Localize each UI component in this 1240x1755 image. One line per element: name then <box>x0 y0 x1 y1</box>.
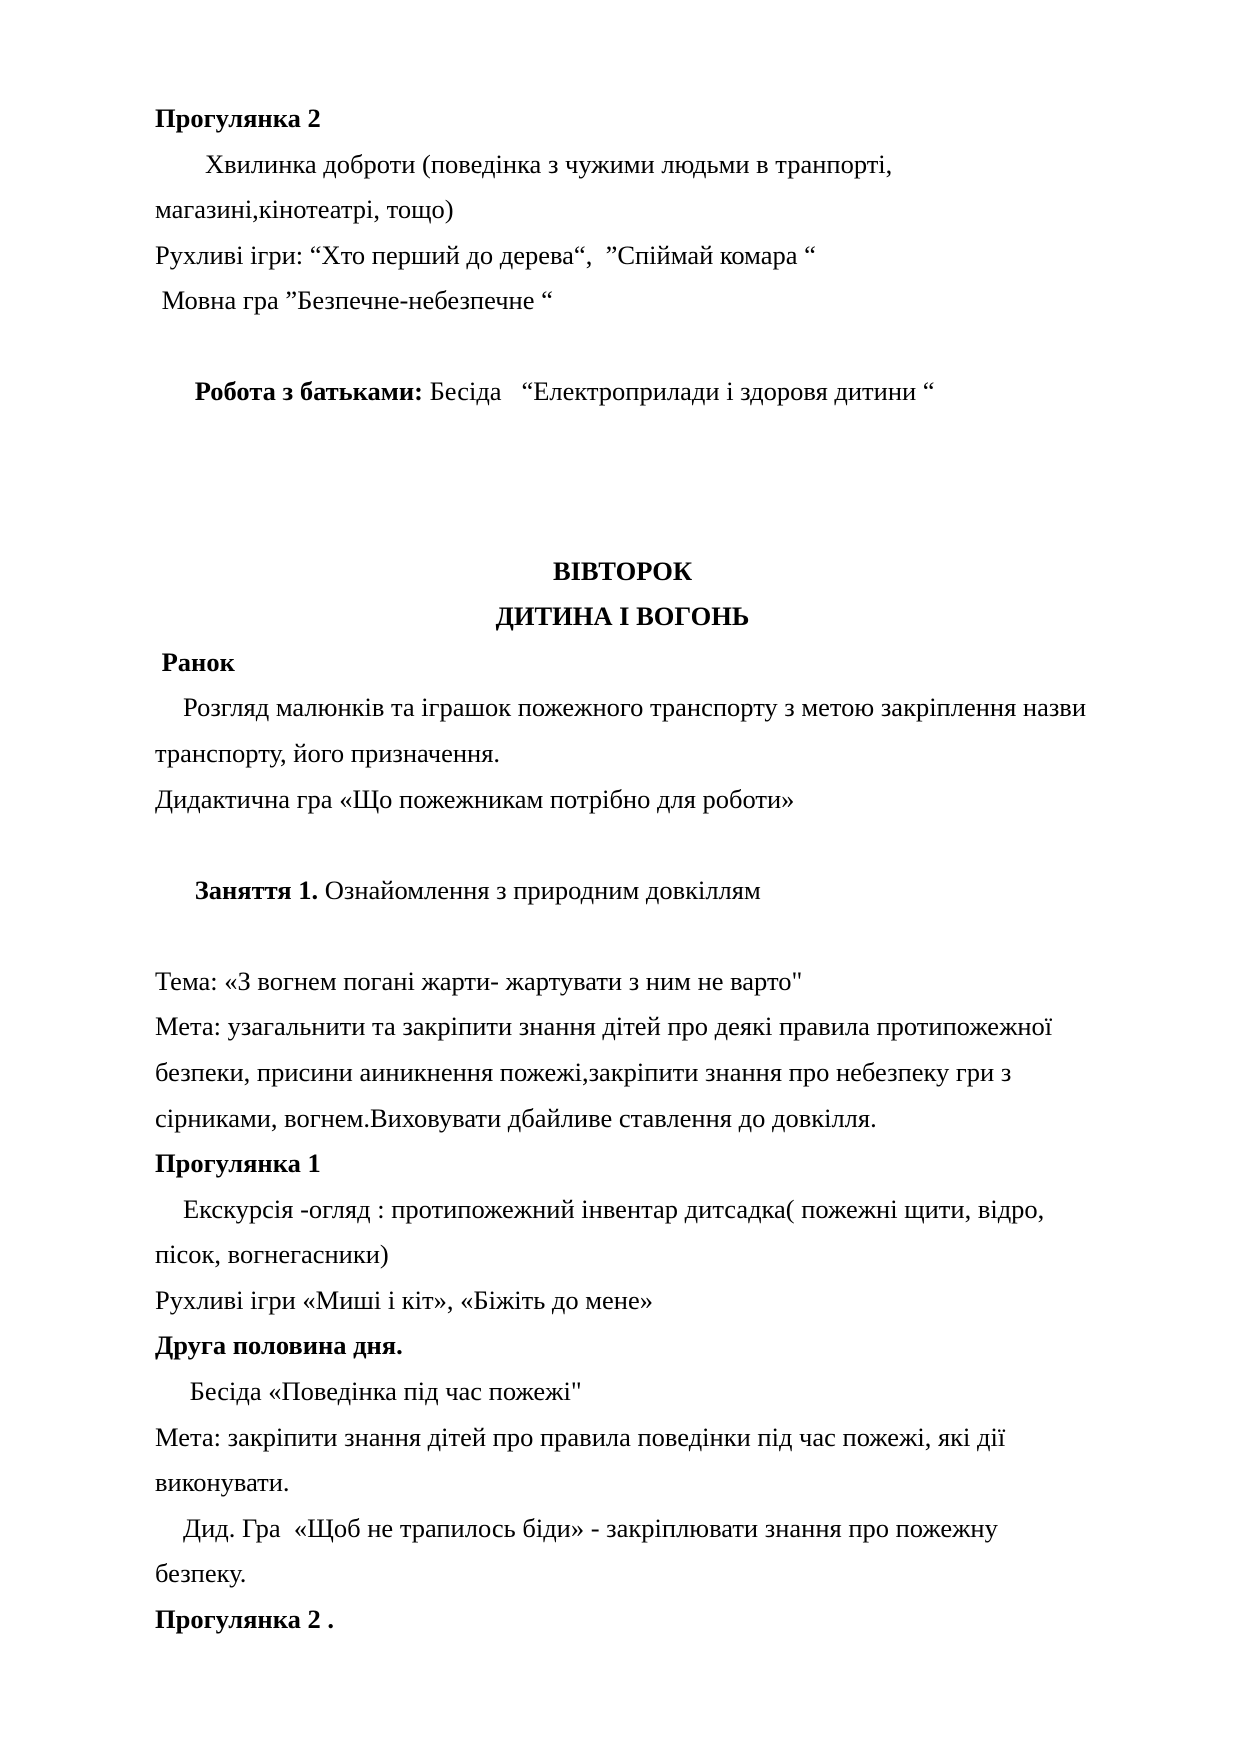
paragraph-zanyattya-1 <box>155 822 1090 959</box>
paragraph-meta-2: Мета: закріпити знання дітей про правила поведінки під час пожежі, які дії виконувати. <box>155 1421 1012 1498</box>
paragraph-movna-gra: Мовна гра ”Безпечне-небезпечне “ <box>155 285 553 316</box>
paragraph-ruhlivi-igry-2: Рухливі ігри «Миші і кіт», «Біжіть до мене» <box>155 1284 654 1315</box>
heading-day-title: ВІВТОРОК <box>552 555 693 586</box>
paragraph-dyd-gra: Дид. Гра «Щоб не трапилось біди» - закріплювати знання про пожежну безпеку. <box>155 1512 1005 1589</box>
paragraph-ruhlivi-igry: Рухливі ігри: “Хто перший до дерева“, ”Спіймай комара “ <box>155 239 816 270</box>
paragraph-besida: Бесіда «Поведінка під час пожежі" <box>183 1376 582 1407</box>
paragraph-meta-1: Мета: узагальнити та закріпити знання дітей про деякі правила протипожежної безпеки, присини аиникнення пожежі,закріпити знання про небезпеку гри з сірниками, вогнем.Виховувати дбайливе ставлення до довкілля. <box>155 1011 1059 1133</box>
paragraph-dydaktychna-gra: Дидактична гра «Що пожежникам потрібно для роботи» <box>155 783 795 814</box>
robota-z-batkamy-label: Робота з батьками: <box>194 376 423 407</box>
document-body <box>155 96 1093 1643</box>
paragraph-robota-z-batkamy <box>155 324 1090 461</box>
heading-theme-title: ДИТИНА І ВОГОНЬ <box>495 601 750 632</box>
spacer-before-day-title <box>155 461 1090 549</box>
paragraph-ekskursiya: Екскурсія -огляд : протипожежний інвентар дитсадка( пожежні щити, відро, пісок, вогнегасники) <box>155 1193 1051 1270</box>
paragraph-tema: Тема: «З вогнем погані жарти- жартувати з ним не варто" <box>155 965 803 996</box>
heading-ranok: Ранок <box>155 646 235 677</box>
robota-z-batkamy-value: Бесіда “Електроприлади і здоровя дитини “ <box>422 376 935 407</box>
paragraph-hvylynka-dobroty: Хвилинка доброти (поведінка з чужими людьми в транпорті, магазині,кінотеатрі, тощо) <box>155 148 899 225</box>
heading-druga-polovyna-dnya: Друга половина дня. <box>155 1330 403 1361</box>
heading-progulyanka-2-bottom: Прогулянка 2 . <box>155 1603 334 1634</box>
zanyattya-1-label: Заняття 1. <box>194 874 319 905</box>
heading-progulyanka-1: Прогулянка 1 <box>155 1148 321 1179</box>
paragraph-rozglyad-malyunkiv: Розгляд малюнків та іграшок пожежного транспорту з метою закріплення назви транспорту, його призначення. <box>155 692 1093 768</box>
zanyattya-1-value: Ознайомлення з природним довкіллям <box>318 874 761 905</box>
heading-progulyanka-2: Прогулянка 2 <box>155 103 321 133</box>
